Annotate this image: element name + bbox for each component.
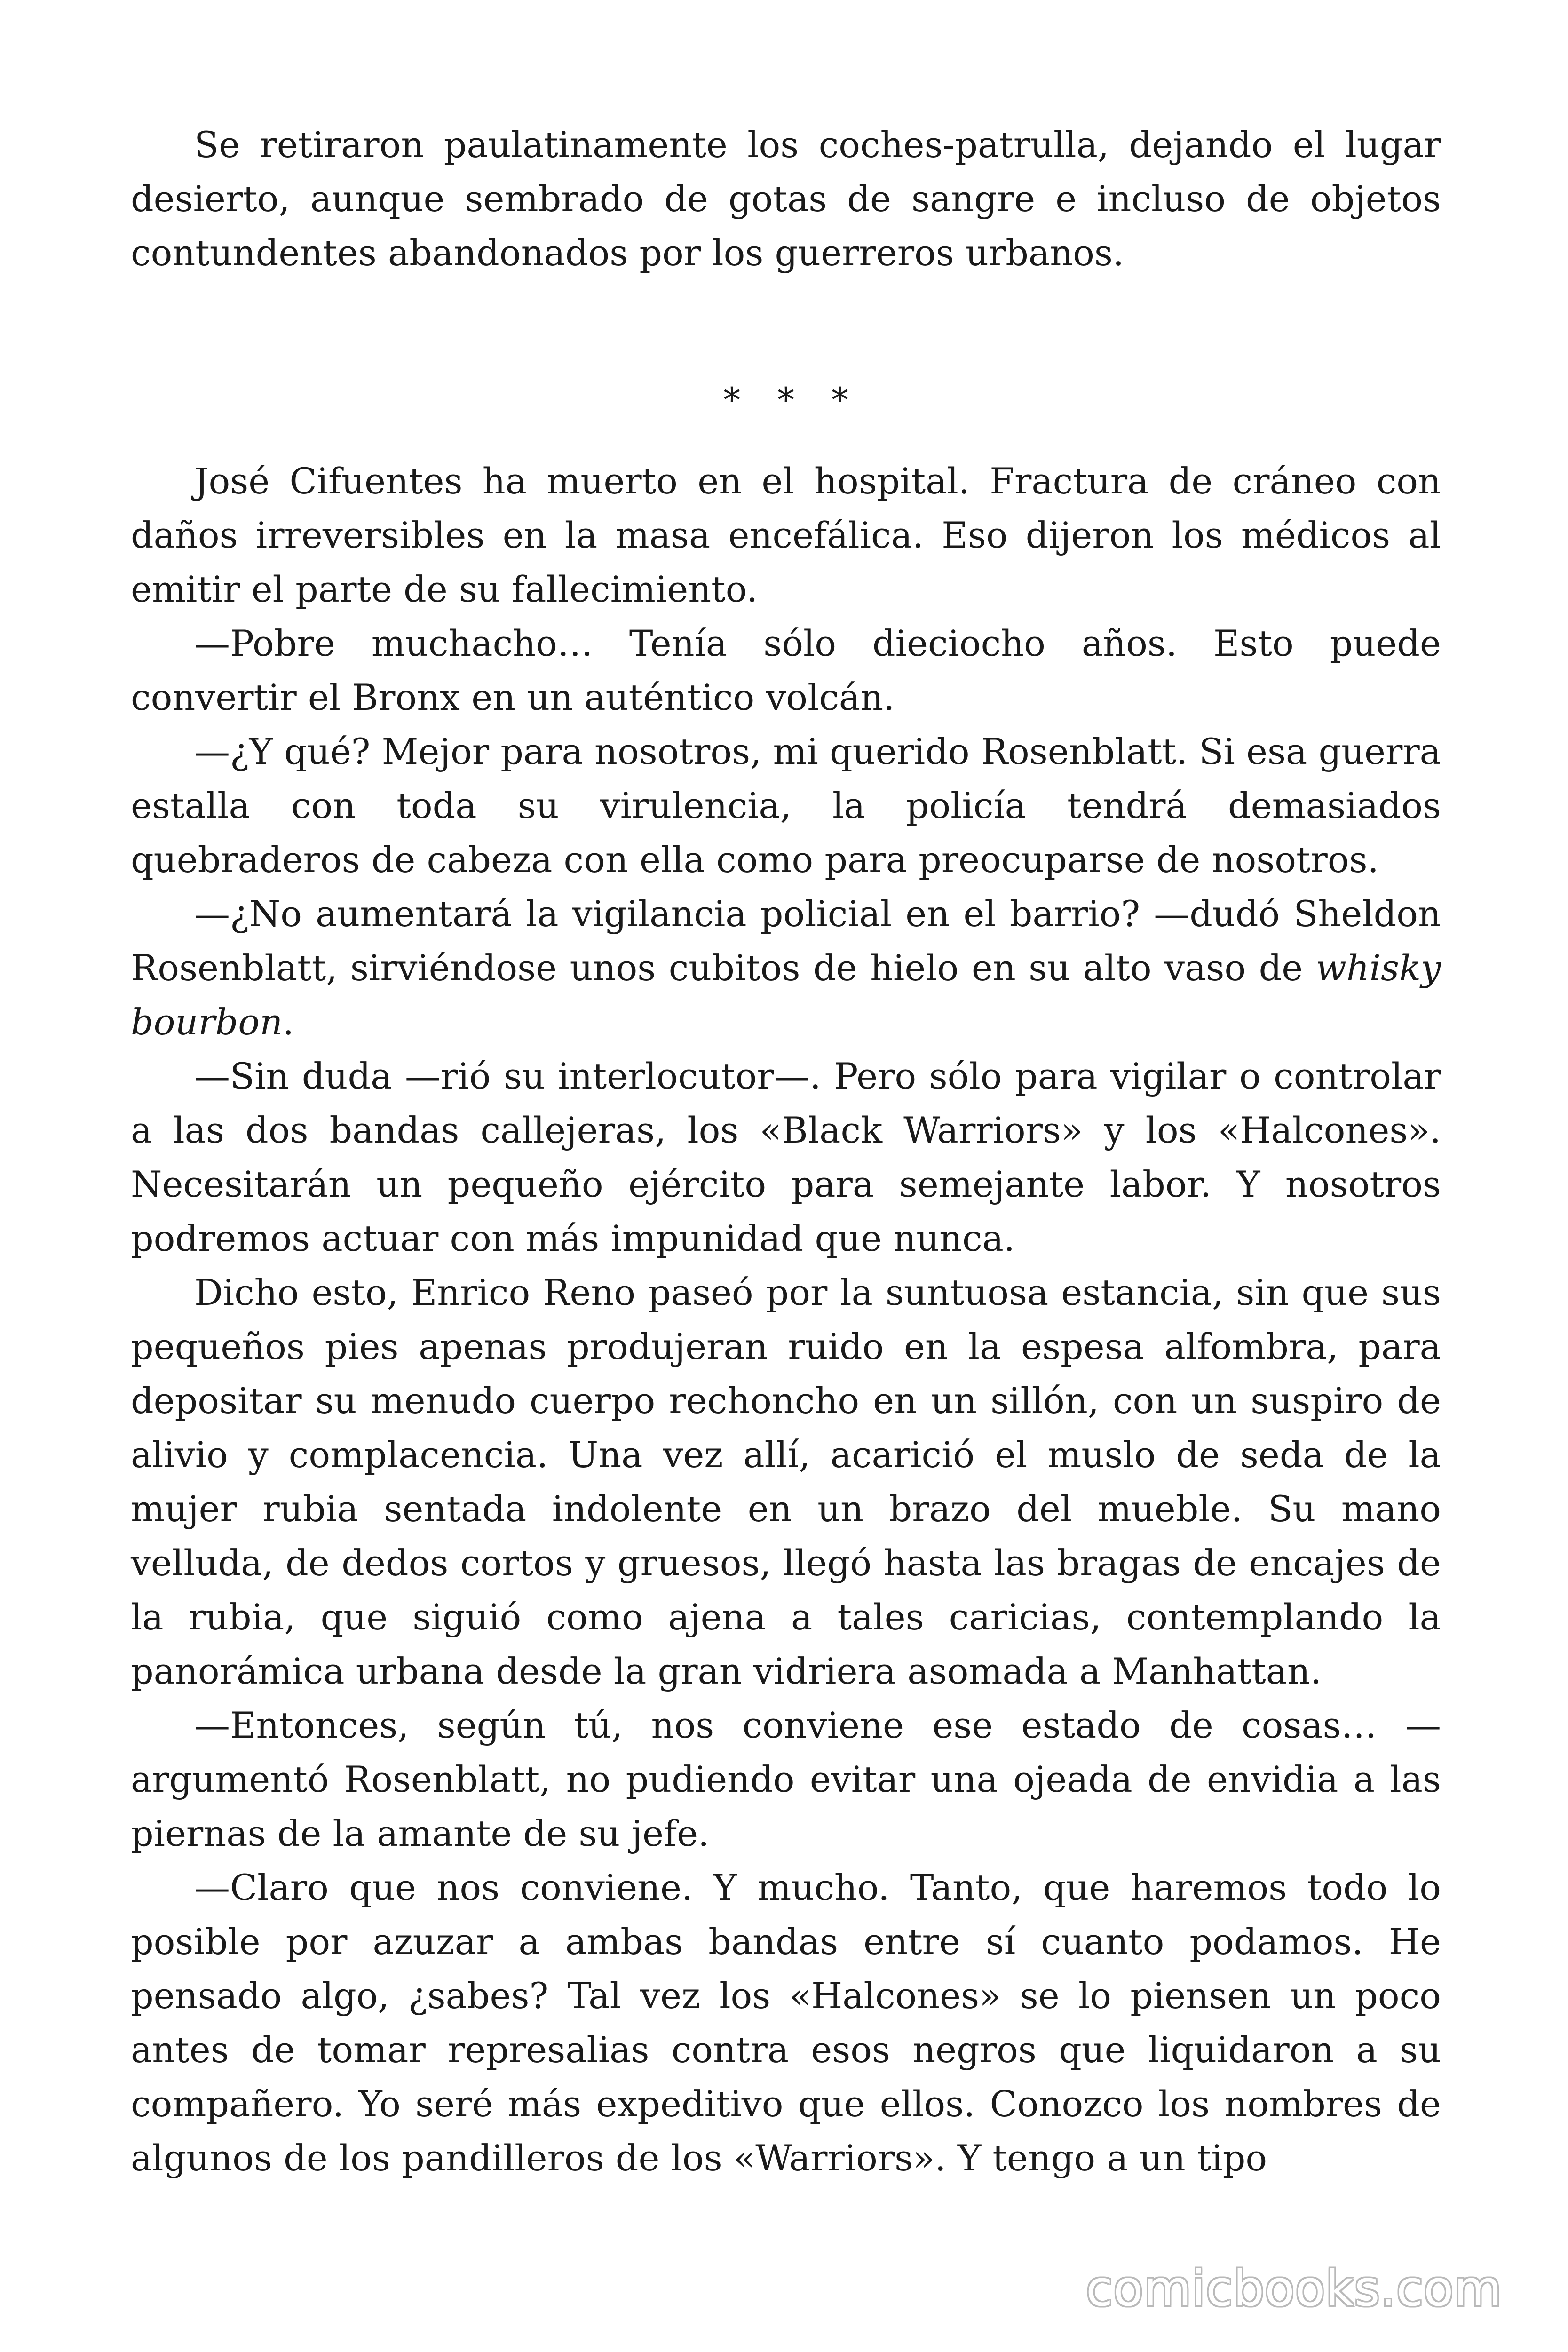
paragraph-3: —¿Y qué? Mejor para nosotros, mi querido Rosenblatt. Si esa guerra estalla con toda su virulencia, la policía tendrá demasiados quebraderos de cabeza con ella como para preocuparse de nosotros. (131, 731, 1441, 881)
paragraph-7: —Entonces, según tú, nos conviene ese estado de cosas… —argumentó Rosenblatt, no pudiendo evitar una ojeada de envidia a las piernas de la amante de su jefe. (131, 1704, 1441, 1854)
paragraph-8: —Claro que nos conviene. Y mucho. Tanto, que haremos todo lo posible por azuzar a ambas bandas entre sí cuanto podamos. He pensado algo, ¿sabes? Tal vez los «Halcones» se lo piensen un poco antes de tomar represalias contra esos negros que liquidaron a su compañero. Yo seré más expeditivo que ellos. Conozco los nombres de algunos de los pandilleros de los «Warriors». Y tengo a un tipo (131, 1867, 1441, 2179)
opening-paragraph: Se retiraron paulatinamente los coches-patrulla, dejando el lugar desierto, aunque sembrado de gotas de sangre e incluso de objetos contundentes abandonados por los guerreros urbanos. (131, 124, 1441, 274)
paragraph-2: —Pobre muchacho… Tenía sólo dieciocho años. Esto puede convertir el Bronx en un auténtico volcán. (131, 622, 1441, 718)
paragraph-4-end: . (283, 1001, 294, 1043)
paragraph-4-italic: whisky bourbon (131, 947, 1441, 1043)
book-page (131, 118, 1441, 2185)
paragraph-4 (131, 887, 1441, 1049)
paragraph-1: José Cifuentes ha muerto en el hospital. Fractura de cráneo con daños irreversibles en la masa encefálica. Eso dijeron los médicos al emitir el parte de su fallecimiento. (131, 460, 1441, 610)
paragraph-6: Dicho esto, Enrico Reno paseó por la suntuosa estancia, sin que sus pequeños pies apenas produjeran ruido en la espesa alfombra, para depositar su menudo cuerpo rechoncho en un sillón, con un suspiro de alivio y complacencia. Una vez allí, acarició el muslo de seda de la mujer rubia sentada indolente en un brazo del mueble. Su mano velluda, de dedos cortos y gruesos, llegó hasta las bragas de encajes de la rubia, que siguió como ajena a tales caricias, contemplando la panorámica urbana desde la gran vidriera asomada a Manhattan. (131, 1271, 1441, 1692)
paragraph-5: —Sin duda —rió su interlocutor—. Pero sólo para vigilar o controlar a las dos bandas callejeras, los «Black Warriors» y los «Halcones». Necesitarán un pequeño ejército para semejante labor. Y nosotros podremos actuar con más impunidad que nunca. (131, 1055, 1441, 1259)
watermark: comicbooks.com (1085, 2260, 1502, 2317)
paragraph-4-text: —¿No aumentará la vigilancia policial en el barrio? —dudó Sheldon Rosenblatt, sirviéndose unos cubitos de hielo en su alto vaso de (131, 893, 1441, 989)
section-separator: * * * (723, 380, 862, 420)
